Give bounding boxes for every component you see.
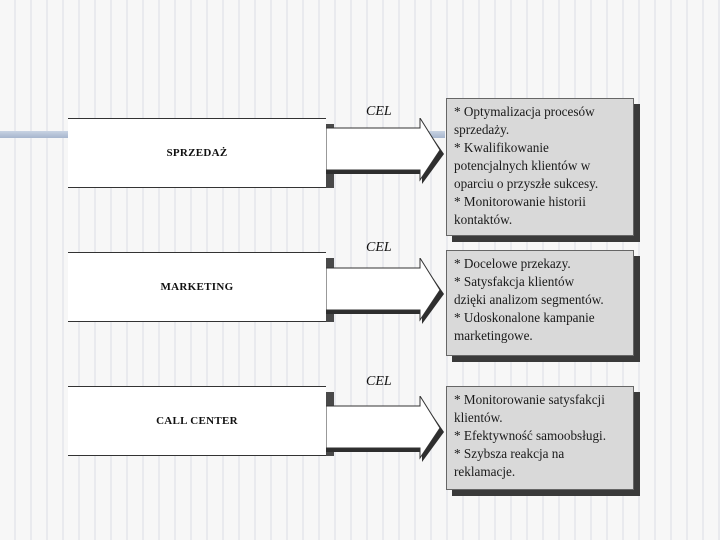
goal-line: oparciu o przyszłe sukcesy. [454,176,599,191]
goal-line: reklamacje. [454,464,516,479]
goal-line: * Docelowe przekazy. [454,256,571,271]
arrow-icon [326,396,446,466]
goal-line: kontaktów. [454,212,513,227]
department-box-marketing [68,252,326,322]
goal-line: klientów. [454,410,503,425]
department-label: CALL CENTER [156,415,238,427]
goal-box-marketing [446,250,634,356]
cel-label: CEL [366,374,392,389]
goal-line: dzięki analizom segmentów. [454,292,604,307]
goal-line: * Monitorowanie satysfakcji [454,392,605,407]
cel-label: CEL [366,104,392,119]
goal-line: * Monitorowanie historii [454,194,586,209]
goal-line: sprzedaży. [454,122,510,137]
goal-line: marketingowe. [454,328,533,343]
goal-line: * Efektywność samoobsługi. [454,428,607,443]
goal-box-sprzedaz [446,98,634,236]
arrow-icon [326,118,446,188]
goal-line: * Szybsza reakcja na [454,446,565,461]
goal-line: * Kwalifikowanie [454,140,549,155]
goal-line: potencjalnych klientów w [454,158,591,173]
goal-box-call-center [446,386,634,490]
arrow-icon [326,258,446,328]
cel-label: CEL [366,240,392,255]
department-label: SPRZEDAŻ [166,147,228,159]
department-box-call-center [68,386,326,456]
department-label: MARKETING [160,281,234,293]
goal-line: * Udoskonalone kampanie [454,310,595,325]
goal-line: * Optymalizacja procesów [454,104,595,119]
goal-line: * Satysfakcja klientów [454,274,575,289]
department-box-sprzedaz [68,118,326,188]
